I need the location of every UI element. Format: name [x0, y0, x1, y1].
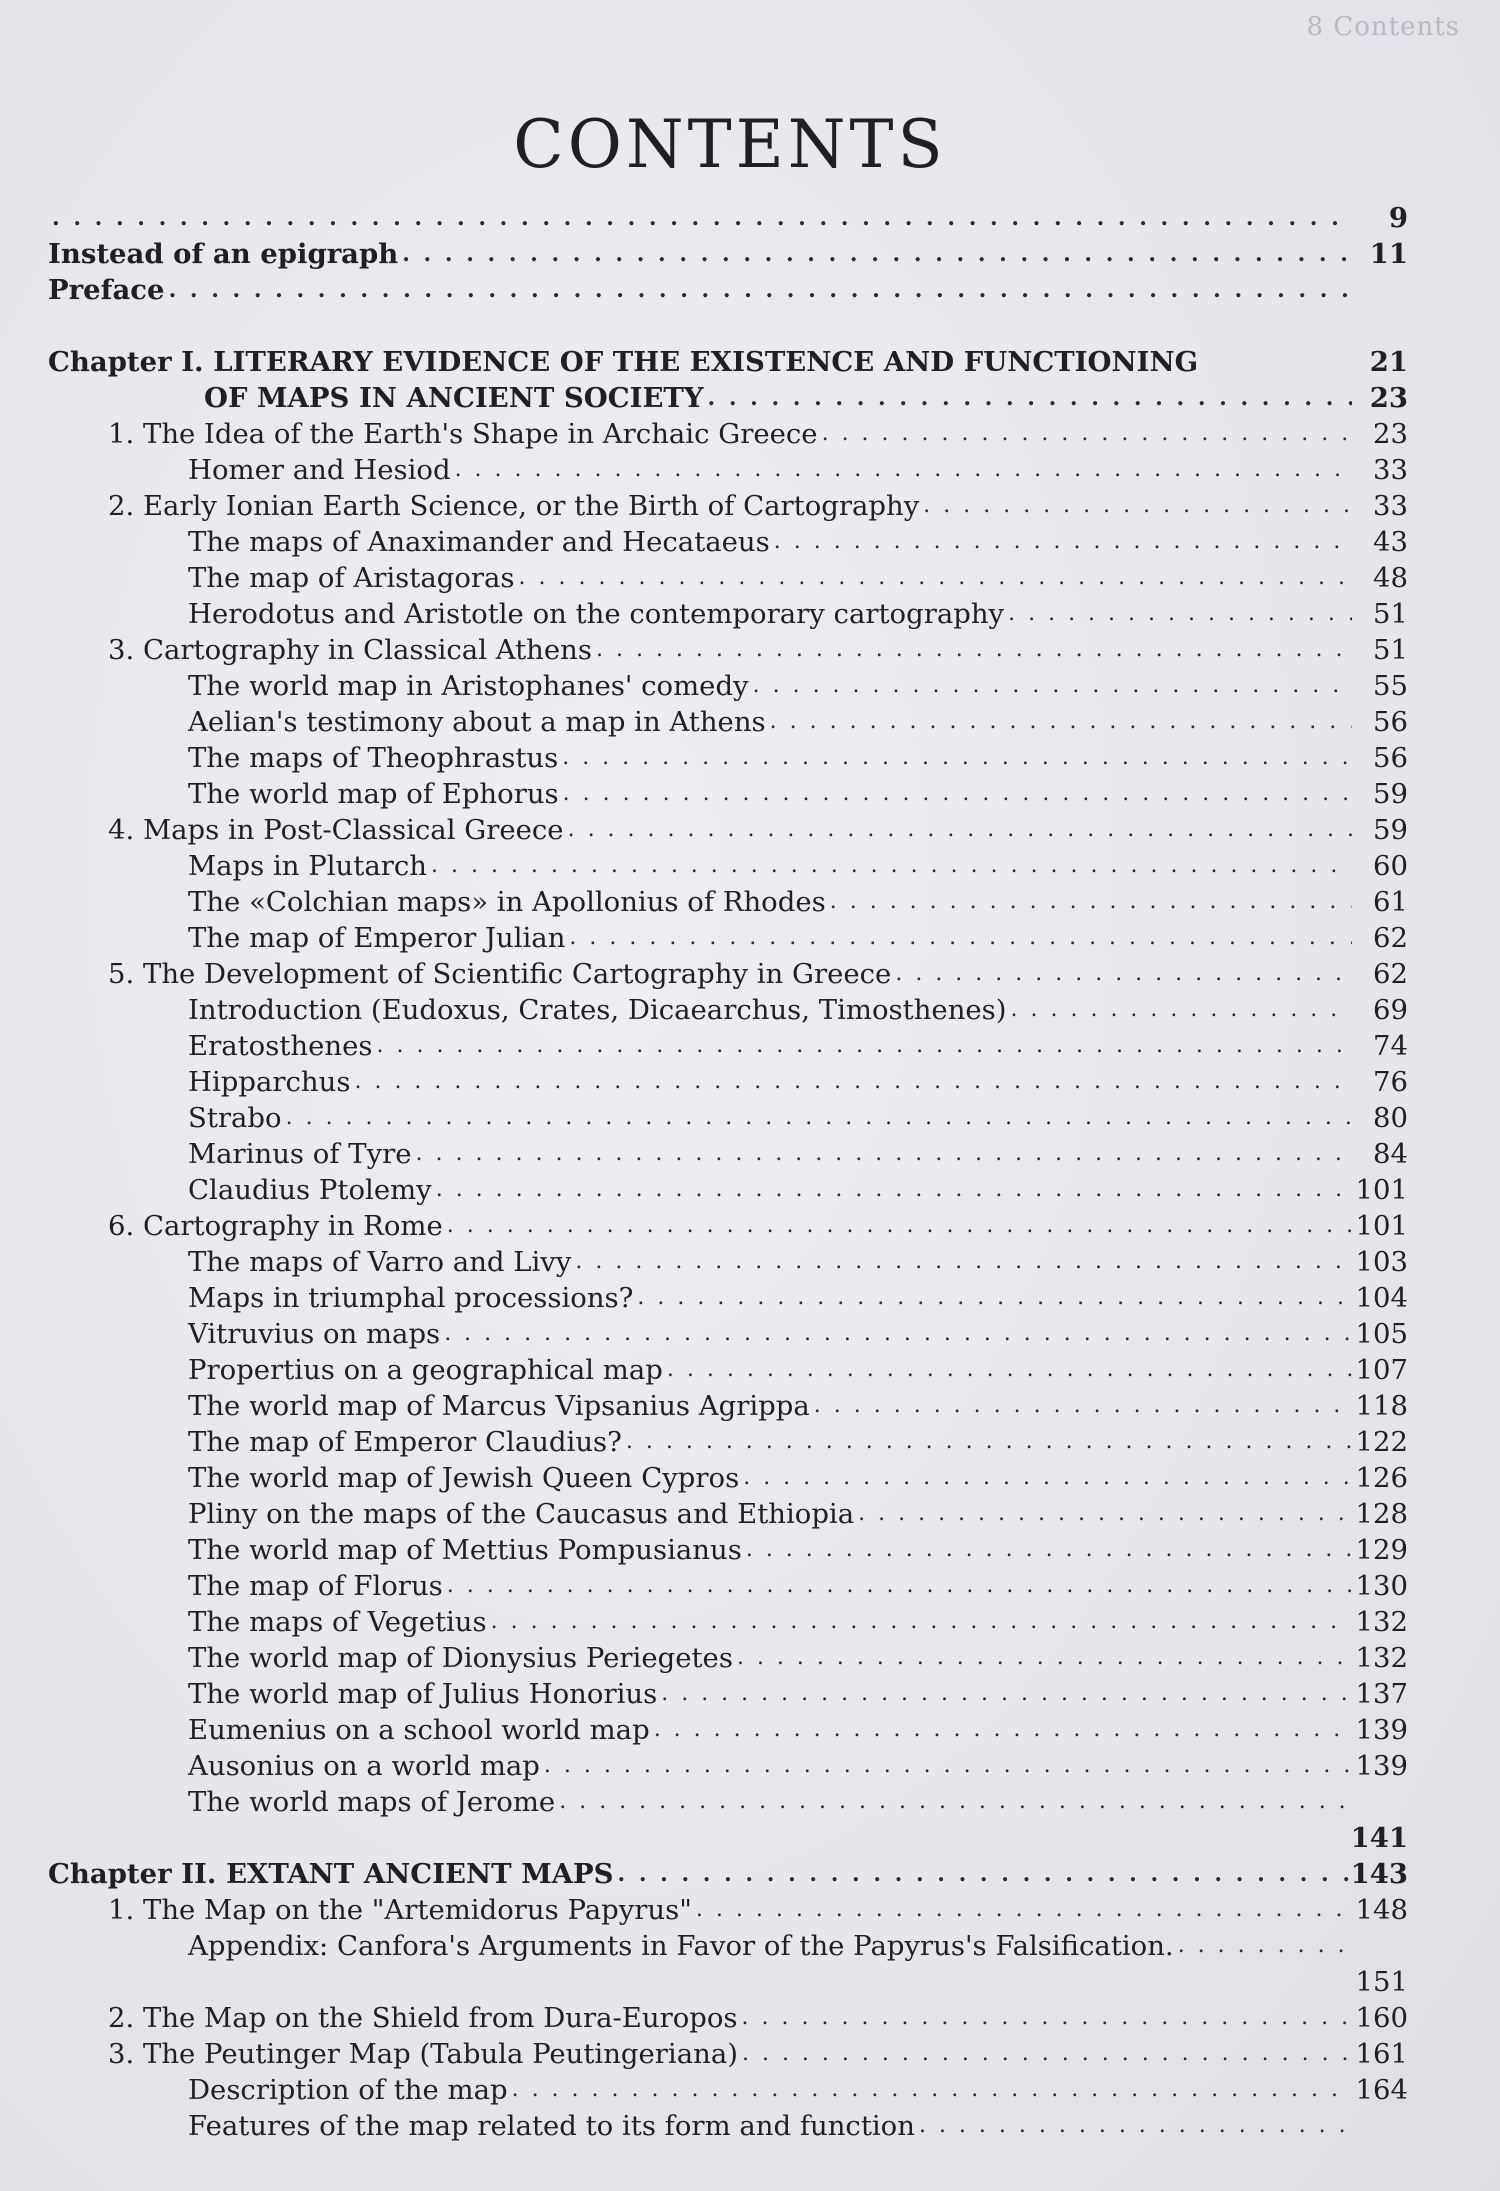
toc-entry-label: Eumenius on a school world map	[188, 1714, 650, 1746]
toc-entry	[48, 1028, 1408, 1064]
toc-entry	[48, 1352, 1408, 1388]
toc-leader-dots	[444, 1316, 1352, 1352]
toc-page-number: 21	[1369, 346, 1408, 378]
toc-entry	[48, 884, 1408, 920]
toc-entry	[48, 2072, 1408, 2108]
toc-entry	[48, 596, 1408, 632]
toc-page-number: 48	[1373, 562, 1408, 594]
toc-page-number: 132	[1355, 1642, 1408, 1674]
toc-entry	[48, 1928, 1408, 1964]
toc-entry-label: The world map of Jewish Queen Cypros	[188, 1462, 740, 1494]
toc-entry	[48, 524, 1408, 560]
toc-page-number: 128	[1355, 1498, 1408, 1530]
toc-entry	[48, 1676, 1408, 1712]
toc-page-number: 43	[1373, 526, 1408, 558]
toc-page-number: 101	[1355, 1210, 1408, 1242]
toc-entry	[48, 1856, 1408, 1892]
toc-leader-dots	[519, 560, 1352, 596]
toc-leader-dots	[431, 848, 1352, 884]
toc-entry-label: Propertius on a geographical map	[188, 1354, 663, 1386]
toc-page-number: 137	[1355, 1678, 1408, 1710]
toc-page-number: 80	[1373, 1102, 1408, 1134]
toc-entry	[48, 992, 1408, 1028]
toc-leader-dots	[562, 740, 1352, 776]
toc-entry	[48, 380, 1408, 416]
toc-page-number: 62	[1373, 922, 1408, 954]
toc-entry-label: Chapter II. EXTANT ANCIENT MAPS	[48, 1858, 614, 1890]
toc-leader-dots	[447, 1568, 1352, 1604]
toc-entry-label: Hipparchus	[188, 1066, 351, 1098]
toc-entry-label: 3. Cartography in Classical Athens	[108, 634, 592, 666]
toc-entry	[48, 1964, 1408, 2000]
toc-leader-dots	[52, 200, 1352, 236]
toc-leader-dots	[667, 1352, 1352, 1388]
toc-entry	[48, 1532, 1408, 1568]
toc-leader-dots	[661, 1676, 1352, 1712]
toc-leader-dots	[753, 668, 1352, 704]
toc-entry	[48, 704, 1408, 740]
toc-entry	[48, 956, 1408, 992]
toc-page-number: 118	[1355, 1390, 1408, 1422]
toc-leader-dots	[568, 812, 1352, 848]
toc-leader-dots	[286, 1100, 1352, 1136]
toc-entry-label: Aelian's testimony about a map in Athens	[188, 706, 766, 738]
toc-page-number: 60	[1373, 850, 1408, 882]
toc-leader-dots	[858, 1496, 1352, 1532]
toc-page-number: 143	[1350, 1858, 1408, 1890]
toc-entry-label: Appendix: Canfora's Arguments in Favor of the Papyrus's Falsification.	[188, 1930, 1174, 1962]
toc-entry	[48, 1604, 1408, 1640]
toc-entry-label: The world map in Aristophanes' comedy	[188, 670, 749, 702]
toc-page-number: 160	[1355, 2002, 1408, 2034]
toc-entry	[48, 1892, 1408, 1928]
toc-entry	[48, 1748, 1408, 1784]
toc-entry-label: Features of the map related to its form and function	[188, 2110, 915, 2142]
toc-entry	[48, 1388, 1408, 1424]
toc-entry-label: Eratosthenes	[188, 1030, 373, 1062]
toc-entry	[48, 488, 1408, 524]
toc-entry-label: The world map of Julius Honorius	[188, 1678, 658, 1710]
toc-leader-dots	[559, 1784, 1352, 1820]
toc-entry	[48, 308, 1408, 344]
table-of-contents	[48, 200, 1408, 2144]
toc-page-number: 61	[1373, 886, 1408, 918]
toc-entry	[48, 1316, 1408, 1352]
toc-entry-label: OF MAPS IN ANCIENT SOCIETY	[204, 382, 704, 414]
toc-entry-label: The map of Aristagoras	[188, 562, 515, 594]
toc-entry	[48, 740, 1408, 776]
toc-entry	[48, 1712, 1408, 1748]
toc-entry-label: The map of Emperor Claudius?	[188, 1426, 622, 1458]
toc-leader-dots	[822, 416, 1352, 452]
toc-leader-dots	[814, 1388, 1352, 1424]
toc-leader-dots	[416, 1136, 1352, 1172]
toc-entry	[48, 1208, 1408, 1244]
toc-page-number: 141	[1350, 1822, 1408, 1854]
toc-entry	[48, 452, 1408, 488]
toc-page-number: 62	[1373, 958, 1408, 990]
toc-page-number: 139	[1355, 1714, 1408, 1746]
toc-page-number: 74	[1373, 1030, 1408, 1062]
toc-entry-label: Description of the map	[188, 2074, 508, 2106]
toc-entry	[48, 2000, 1408, 2036]
toc-page-number: 59	[1373, 814, 1408, 846]
toc-page-number: 33	[1373, 490, 1408, 522]
toc-entry	[48, 236, 1408, 272]
toc-page-number: 11	[1369, 238, 1408, 270]
toc-leader-dots	[654, 1712, 1352, 1748]
toc-page-number: 51	[1373, 598, 1408, 630]
toc-entry-label: Claudius Ptolemy	[188, 1174, 432, 1206]
toc-leader-dots	[544, 1748, 1352, 1784]
toc-entry	[48, 1568, 1408, 1604]
running-head: 8 Contents	[1306, 12, 1460, 42]
toc-page-number: 132	[1355, 1606, 1408, 1638]
toc-entry	[48, 1424, 1408, 1460]
toc-leader-dots	[637, 1280, 1352, 1316]
toc-entry	[48, 1172, 1408, 1208]
toc-entry	[48, 1136, 1408, 1172]
toc-leader-dots	[596, 632, 1352, 668]
toc-entry-label: Chapter I. LITERARY EVIDENCE OF THE EXISTENCE AND FUNCTIONING	[48, 346, 1199, 378]
toc-entry-label: 6. Cartography in Rome	[108, 1210, 443, 1242]
toc-entry-label: Maps in Plutarch	[188, 850, 427, 882]
toc-leader-dots	[743, 1460, 1352, 1496]
toc-leader-dots	[512, 2072, 1352, 2108]
toc-page-number: 105	[1355, 1318, 1408, 1350]
toc-entry-label: Herodotus and Aristotle on the contemporary cartography	[188, 598, 1005, 630]
toc-page-number: 122	[1355, 1426, 1408, 1458]
toc-entry-label: 2. Early Ionian Earth Science, or the Birth of Cartography	[108, 490, 920, 522]
toc-leader-dots	[626, 1424, 1352, 1460]
toc-leader-dots	[447, 1208, 1352, 1244]
toc-page-number: 56	[1373, 706, 1408, 738]
toc-leader-dots	[575, 1244, 1352, 1280]
toc-leader-dots	[491, 1604, 1352, 1640]
toc-entry-label: 2. The Map on the Shield from Dura-Europos	[108, 2002, 738, 2034]
toc-entry-label: 3. The Peutinger Map (Tabula Peutingeriana)	[108, 2038, 738, 2070]
toc-entry-label: Maps in triumphal processions?	[188, 1282, 634, 1314]
toc-page-number: 129	[1355, 1534, 1408, 1566]
toc-leader-dots	[770, 704, 1352, 740]
toc-page-number: 161	[1355, 2038, 1408, 2070]
toc-page-number: 103	[1355, 1246, 1408, 1278]
toc-entry-label: Homer and Hesiod	[188, 454, 451, 486]
toc-page-number: 104	[1355, 1282, 1408, 1314]
toc-leader-dots	[376, 1028, 1352, 1064]
toc-entry-label: The map of Florus	[188, 1570, 443, 1602]
toc-entry	[48, 1100, 1408, 1136]
toc-entry	[48, 1784, 1408, 1820]
toc-page-number: 59	[1373, 778, 1408, 810]
toc-entry-label: Pliny on the maps of the Caucasus and Ethiopia	[188, 1498, 855, 1530]
toc-page-number: 164	[1355, 2074, 1408, 2106]
toc-leader-dots	[696, 1892, 1352, 1928]
toc-entry	[48, 920, 1408, 956]
toc-leader-dots	[354, 1064, 1352, 1100]
toc-entry-label: Preface	[48, 274, 165, 306]
toc-entry-label: 1. The Map on the "Artemidorus Papyrus"	[108, 1894, 692, 1926]
toc-entry-label: 5. The Development of Scientific Cartography in Greece	[108, 958, 892, 990]
toc-entry	[48, 1280, 1408, 1316]
toc-entry	[48, 812, 1408, 848]
toc-page-number: 23	[1373, 418, 1408, 450]
toc-entry-label: The map of Emperor Julian	[188, 922, 566, 954]
toc-page-number: 9	[1388, 202, 1408, 234]
toc-leader-dots	[708, 380, 1353, 416]
toc-leader-dots	[923, 488, 1352, 524]
toc-page-number: 107	[1355, 1354, 1408, 1386]
toc-entry	[48, 1064, 1408, 1100]
toc-leader-dots	[919, 2108, 1352, 2144]
toc-leader-dots	[169, 272, 1352, 308]
toc-entry	[48, 1496, 1408, 1532]
toc-leader-dots	[618, 1856, 1351, 1892]
toc-entry-label: The «Colchian maps» in Apollonius of Rhodes	[188, 886, 826, 918]
toc-entry-label: Ausonius on a world map	[188, 1750, 540, 1782]
toc-page-number: 151	[1355, 1966, 1408, 1998]
toc-entry-label: The world map of Dionysius Periegetes	[188, 1642, 733, 1674]
toc-entry-label: The world maps of Jerome	[188, 1786, 556, 1818]
toc-leader-dots	[742, 2036, 1352, 2072]
toc-entry-label: The world map of Mettius Pompusianus	[188, 1534, 742, 1566]
toc-leader-dots	[774, 524, 1352, 560]
toc-page-number: 51	[1373, 634, 1408, 666]
toc-leader-dots	[1178, 1928, 1352, 1964]
toc-page-number: 55	[1373, 670, 1408, 702]
toc-entry	[48, 1460, 1408, 1496]
toc-leader-dots	[1008, 596, 1352, 632]
toc-entry	[48, 416, 1408, 452]
toc-page-number: 148	[1355, 1894, 1408, 1926]
toc-entry-label: Strabo	[188, 1102, 282, 1134]
toc-entry	[48, 1640, 1408, 1676]
toc-leader-dots	[563, 776, 1352, 812]
toc-leader-dots	[830, 884, 1352, 920]
toc-entry	[48, 668, 1408, 704]
toc-entry	[48, 272, 1408, 308]
toc-entry	[48, 2036, 1408, 2072]
toc-entry	[48, 560, 1408, 596]
toc-entry	[48, 632, 1408, 668]
toc-leader-dots	[455, 452, 1352, 488]
toc-leader-dots	[895, 956, 1352, 992]
toc-leader-dots	[746, 1532, 1352, 1568]
toc-entry-label: 4. Maps in Post-Classical Greece	[108, 814, 564, 846]
toc-page-number: 69	[1373, 994, 1408, 1026]
toc-entry-label: The maps of Vegetius	[188, 1606, 487, 1638]
toc-page-number: 139	[1355, 1750, 1408, 1782]
toc-page-number: 84	[1373, 1138, 1408, 1170]
toc-page-number: 76	[1373, 1066, 1408, 1098]
toc-page-number: 126	[1355, 1462, 1408, 1494]
toc-page-number: 101	[1355, 1174, 1408, 1206]
toc-leader-dots	[436, 1172, 1352, 1208]
toc-entry	[48, 1820, 1408, 1856]
toc-entry	[48, 200, 1408, 236]
toc-entry	[48, 848, 1408, 884]
toc-entry-label: The maps of Varro and Livy	[188, 1246, 572, 1278]
toc-page-number: 33	[1373, 454, 1408, 486]
toc-leader-dots	[569, 920, 1352, 956]
toc-entry-label: Marinus of Tyre	[188, 1138, 412, 1170]
toc-entry-label: Introduction (Eudoxus, Crates, Dicaearchus, Timosthenes)	[188, 994, 1007, 1026]
toc-leader-dots	[402, 236, 1352, 272]
toc-entry	[48, 776, 1408, 812]
toc-entry	[48, 2108, 1408, 2144]
toc-entry-label: 1. The Idea of the Earth's Shape in Archaic Greece	[108, 418, 818, 450]
toc-entry-label: Instead of an epigraph	[48, 238, 399, 270]
toc-entry-label: The world map of Marcus Vipsanius Agrippa	[188, 1390, 810, 1422]
toc-entry-label: The maps of Theophrastus	[188, 742, 559, 774]
toc-entry	[48, 344, 1408, 380]
toc-entry-label: Vitruvius on maps	[188, 1318, 441, 1350]
toc-page-number: 23	[1369, 382, 1408, 414]
toc-leader-dots	[1011, 992, 1352, 1028]
toc-page-number: 56	[1373, 742, 1408, 774]
page-title: CONTENTS	[513, 106, 947, 184]
toc-leader-dots	[737, 1640, 1352, 1676]
toc-leader-dots	[742, 2000, 1352, 2036]
toc-entry-label: The maps of Anaximander and Hecataeus	[188, 526, 770, 558]
toc-entry	[48, 1244, 1408, 1280]
toc-page-number: 130	[1355, 1570, 1408, 1602]
toc-entry-label: The world map of Ephorus	[188, 778, 559, 810]
